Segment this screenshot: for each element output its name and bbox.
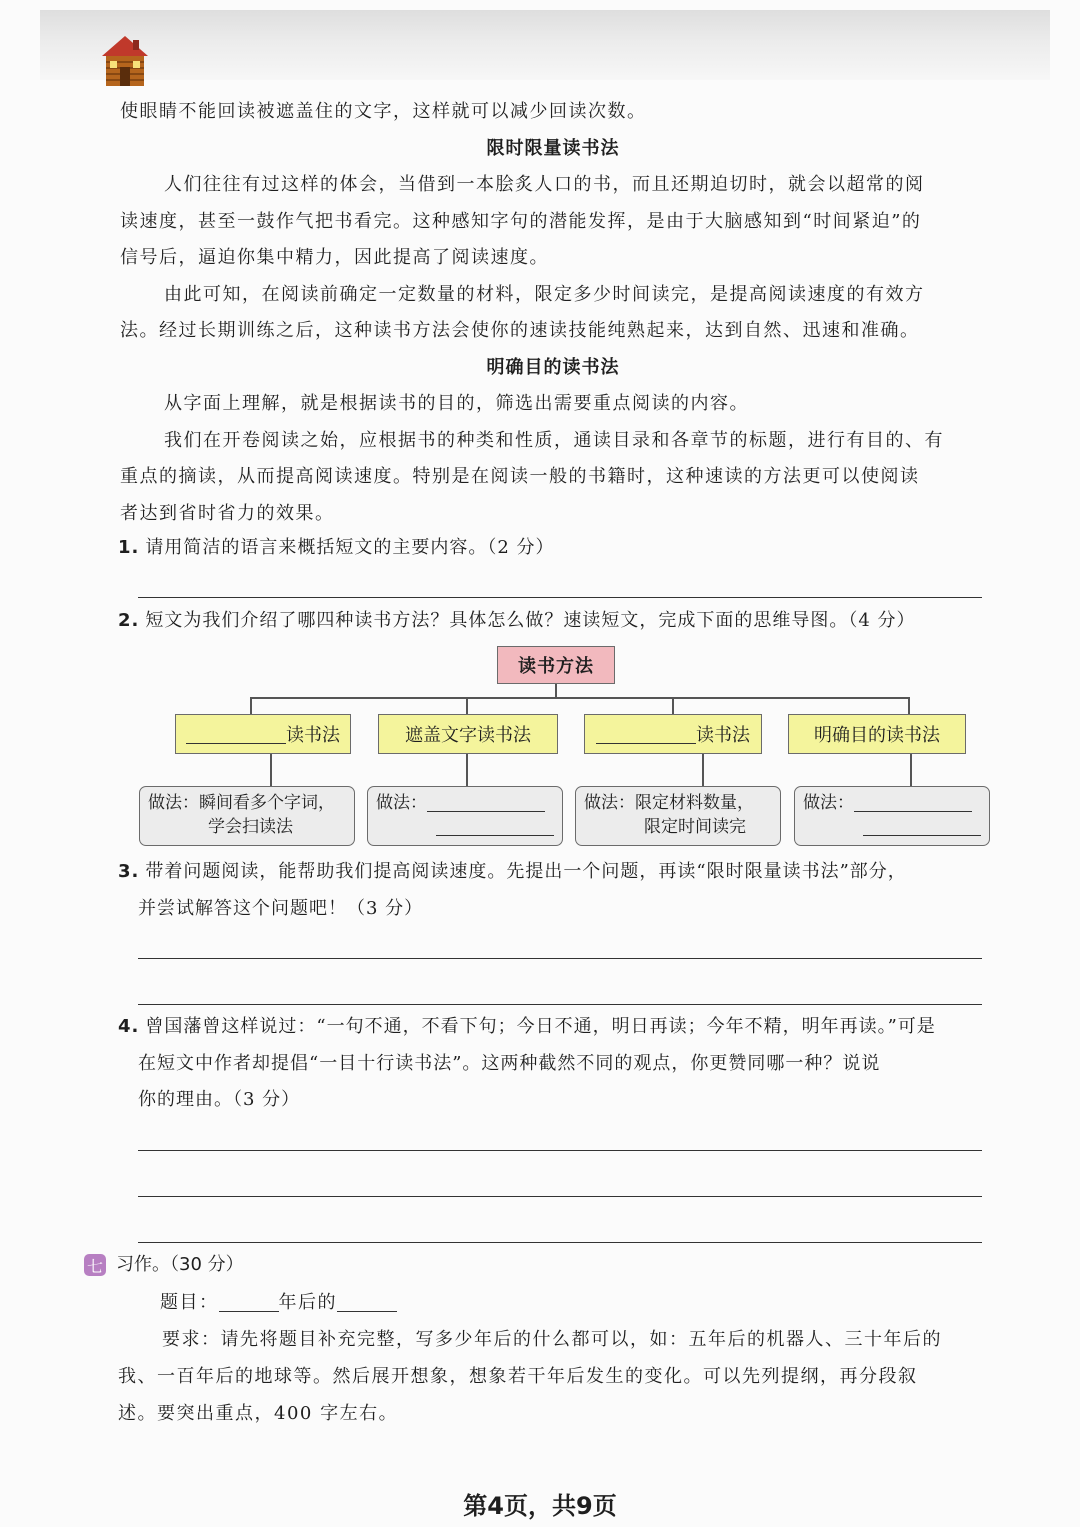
answer-line-q3[interactable]	[138, 1004, 982, 1005]
question-text: 曾国藩曾这样说过：“一句不通，不看下句；今日不通，明日再读；今年不精，明年再读。”可是	[145, 1016, 936, 1037]
method-text: 瞬间看多个字词，	[199, 793, 335, 813]
mindmap-method-1	[139, 786, 355, 846]
requirement-line: 述。要突出重点，400 字左右。	[118, 1403, 399, 1424]
mindmap-method-4[interactable]	[794, 786, 990, 846]
answer-line-q4[interactable]	[138, 1242, 982, 1243]
method-prefix: 做法：	[803, 793, 854, 813]
answer-line-q3[interactable]	[138, 958, 982, 959]
paragraph-line: 由此可知，在阅读前确定一定数量的材料，限定多少时间读完，是提高阅读速度的有效方	[164, 283, 925, 305]
topic-mid-text: 年后的	[278, 1292, 337, 1313]
connector	[466, 697, 468, 714]
method-prefix: 做法：	[148, 793, 199, 813]
answer-line-q1[interactable]	[138, 597, 982, 598]
question-text: 你的理由。（3 分）	[138, 1089, 301, 1110]
paragraph-line: 重点的摘读，从而提高阅读速度。特别是在阅读一般的书籍时，这种速读的方法更可以使阅读	[120, 466, 920, 487]
section-seven-title: 习作。（30 分）	[116, 1254, 244, 1275]
category-suffix: 读书法	[696, 725, 750, 746]
connector	[250, 697, 908, 699]
connector	[250, 697, 252, 714]
mindmap-method-2[interactable]	[367, 786, 563, 846]
requirement-line: 要求：请先将题目补充完整，写多少年后的什么都可以，如：五年后的机器人、三十年后的	[162, 1329, 942, 1350]
mindmap-category-4: 明确目的读书法	[788, 714, 966, 754]
paragraph-line: 法。经过长期训练之后，这种读书方法会使你的速读技能纯熟起来，达到自然、迅速和准确。	[120, 320, 920, 341]
answer-line-q4[interactable]	[138, 1150, 982, 1151]
fill-blank[interactable]	[427, 791, 545, 812]
connector	[702, 754, 704, 786]
question-text: 并尝试解答这个问题吧！（3 分）	[138, 897, 424, 919]
section-seven-badge: 七	[84, 1254, 106, 1276]
method-text: 限定时间读完	[644, 817, 746, 837]
topic-blank-subject[interactable]	[337, 1291, 397, 1312]
question-text: 在短文中作者却提倡“一目十行读书法”。这两种截然不同的观点，你更赞同哪一种？说说	[138, 1052, 881, 1074]
paragraph-line: 者达到省时省力的效果。	[120, 502, 335, 524]
connector	[672, 697, 674, 714]
question-number: 1.	[118, 537, 140, 558]
passage	[120, 94, 986, 532]
mindmap-category-1[interactable]	[175, 714, 351, 754]
essay-prompt	[118, 1284, 984, 1432]
mindmap-method-3	[575, 786, 781, 846]
question-number: 2.	[118, 610, 140, 631]
connector	[466, 754, 468, 786]
mindmap-root: 读书方法	[497, 646, 615, 684]
paragraph-line: 人们往往有过这样的体会，当借到一本脍炙人口的书，而且还期迫切时，就会以超常的阅	[164, 174, 925, 195]
mindmap-category-2: 遮盖文字读书法	[378, 714, 558, 754]
question-text: 带着问题阅读，能帮助我们提高阅读速度。先提出一个问题，再读“限时限量读书法”部分，	[145, 861, 907, 882]
method-prefix: 做法：	[376, 793, 427, 813]
question-number: 3.	[118, 861, 140, 882]
passage-intro-line: 使眼睛不能回读被遮盖住的文字，这样就可以减少回读次数。	[120, 101, 647, 122]
connector	[270, 754, 272, 786]
paragraph-line: 信号后，逼迫你集中精力，因此提高了阅读速度。	[120, 247, 549, 268]
topic-blank-years[interactable]	[219, 1291, 279, 1312]
topic-label: 题目：	[160, 1292, 219, 1313]
question-3	[118, 854, 984, 927]
fill-blank[interactable]	[596, 725, 696, 744]
page-number: 第4页，共9页	[463, 1492, 617, 1520]
fill-blank[interactable]	[863, 815, 981, 836]
paragraph-line: 从字面上理解，就是根据读书的目的，筛选出需要重点阅读的内容。	[164, 393, 749, 414]
connector	[908, 697, 910, 714]
fill-blank[interactable]	[436, 815, 554, 836]
question-2	[118, 603, 984, 640]
fill-blank[interactable]	[854, 791, 972, 812]
requirement-line: 我、一百年后的地球等。然后展开想象，想象若干年后发生的变化。可以先列提纲，再分段叙	[118, 1366, 918, 1387]
heading-purpose-reading: 明确目的读书法	[486, 356, 620, 378]
method-text: 学会扫读法	[208, 817, 293, 837]
paragraph-line: 读速度，甚至一鼓作气把书看完。这种感知字句的潜能发挥，是由于大脑感知到“时间紧迫”的	[120, 210, 922, 232]
house-icon	[100, 34, 150, 88]
question-number: 4.	[118, 1016, 140, 1037]
heading-limited-reading: 限时限量读书法	[486, 137, 620, 159]
fill-blank[interactable]	[186, 725, 286, 744]
paragraph-line: 我们在开卷阅读之始，应根据书的种类和性质，通读目录和各章节的标题，进行有目的、有	[164, 429, 944, 451]
connector	[910, 754, 912, 786]
method-text: 限定材料数量，	[635, 793, 754, 813]
question-1	[118, 530, 984, 567]
connector	[555, 684, 557, 698]
question-4	[118, 1009, 984, 1119]
mindmap-category-3[interactable]	[584, 714, 762, 754]
category-suffix: 读书法	[286, 725, 340, 746]
question-text: 短文为我们介绍了哪四种读书方法？具体怎么做？速读短文，完成下面的思维导图。（4 分）	[145, 610, 916, 631]
method-prefix: 做法：	[584, 793, 635, 813]
question-text: 请用简洁的语言来概括短文的主要内容。（2 分）	[145, 537, 555, 558]
answer-line-q4[interactable]	[138, 1196, 982, 1197]
top-header-band	[40, 10, 1050, 80]
